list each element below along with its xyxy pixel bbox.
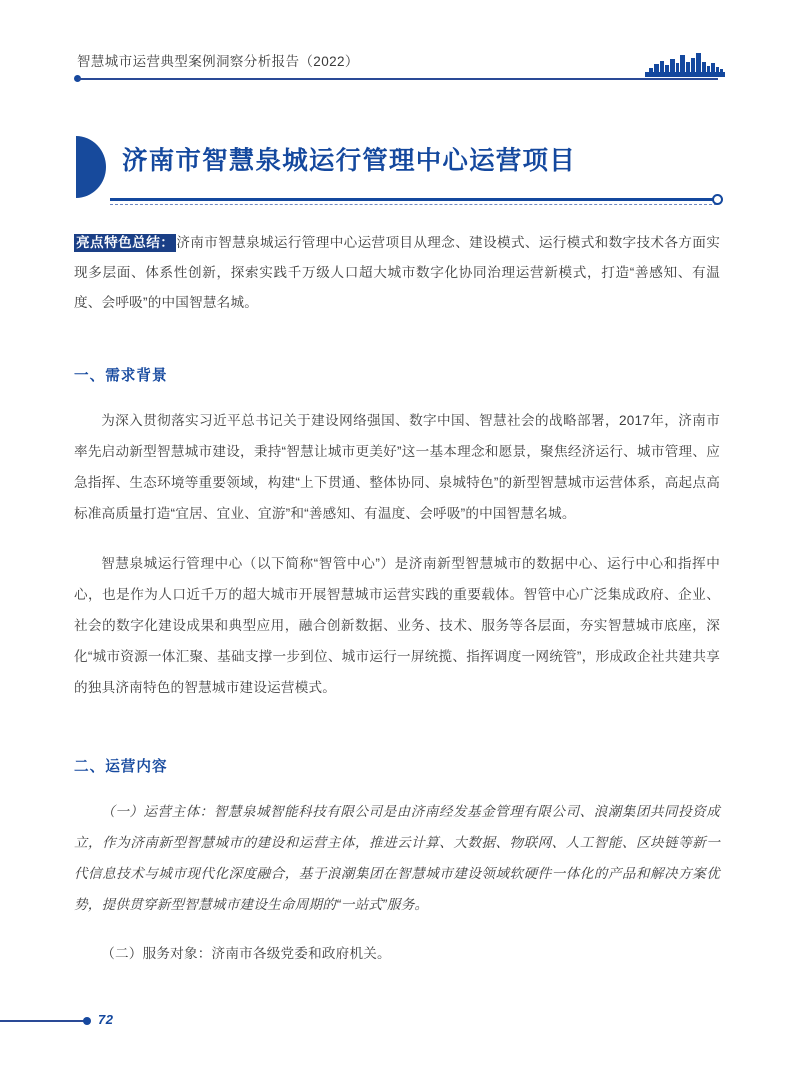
page-number: 72 [98, 1012, 114, 1027]
footer-rule-dot [83, 1017, 91, 1025]
section-heading-1: 一、需求背景 [74, 368, 168, 384]
section-heading-2: 二、运营内容 [74, 759, 168, 775]
project-title-block [0, 132, 794, 218]
title-badge-shape [76, 136, 106, 198]
running-header-title: 智慧城市运营典型案例洞察分析报告（2022） [77, 54, 359, 69]
header-rule [78, 78, 718, 80]
title-underline [110, 198, 717, 201]
highlight-summary-text: 济南市智慧泉城运行管理中心运营项目从理念、建设模式、运行模式和数字技术各方面实现多层面、体系性创新，探索实践千万级人口超大城市数字化协同治理运营新模式，打造“善感知、有温度、会呼吸”的中国智慧名城。 [74, 235, 720, 310]
footer-rule [0, 1020, 86, 1022]
page-footer [0, 1008, 794, 1048]
section-1-paragraph-2: 智慧泉城运行管理中心（以下简称“智管中心”）是济南新型智慧城市的数据中心、运行中心和指挥中心，也是作为人口近千万的超大城市开展智慧城市运营实践的重要载体。智管中心广泛集成政府、企业、社会的数字化建设成果和典型应用，融合创新数据、业务、技术、服务等各层面，夯实智慧城市底座，深化“城市资源一体汇聚、基础支撑一步到位、城市运行一屏统揽、指挥调度一网统管”，形成政企社共建共享的独具济南特色的智慧城市建设运营模式。 [74, 556, 720, 695]
title-underline-end-dot [712, 194, 723, 205]
city-skyline-icon [645, 48, 725, 78]
section-2-paragraph-2: （二）服务对象：济南市各级党委和政府机关。 [101, 946, 391, 961]
document-body [74, 228, 720, 969]
title-underline-dashed [110, 204, 717, 205]
section-2-paragraph-1: （一）运营主体：智慧泉城智能科技有限公司是由济南经发基金管理有限公司、浪潮集团共同投资成立，作为济南新型智慧城市的建设和运营主体，推进云计算、大数据、物联网、人工智能、区块链等新一代信息技术与城市现代化深度融合，基于浪潮集团在智慧城市建设领域软硬件一体化的产品和解决方案优势，提供贯穿新型智慧城市建设生命周期的“一站式”服务。 [74, 804, 720, 912]
highlight-summary-paragraph [74, 228, 720, 318]
page-header [0, 0, 794, 100]
highlight-summary-label: 亮点特色总结： [76, 235, 175, 250]
page-title: 济南市智慧泉城运行管理中心运营项目 [122, 147, 576, 175]
section-1-paragraph-1: 为深入贯彻落实习近平总书记关于建设网络强国、数字中国、智慧社会的战略部署，2017年，济南市率先启动新型智慧城市建设，秉持“智慧让城市更美好”这一基本理念和愿景，聚焦经济运行、城市管理、应急指挥、生态环境等重要领域，构建“上下贯通、整体协同、泉城特色”的新型智慧城市运营体系，高起点高标准高质量打造“宜居、宜业、宜游”和“善感知、有温度、会呼吸”的中国智慧名城。 [74, 413, 720, 521]
